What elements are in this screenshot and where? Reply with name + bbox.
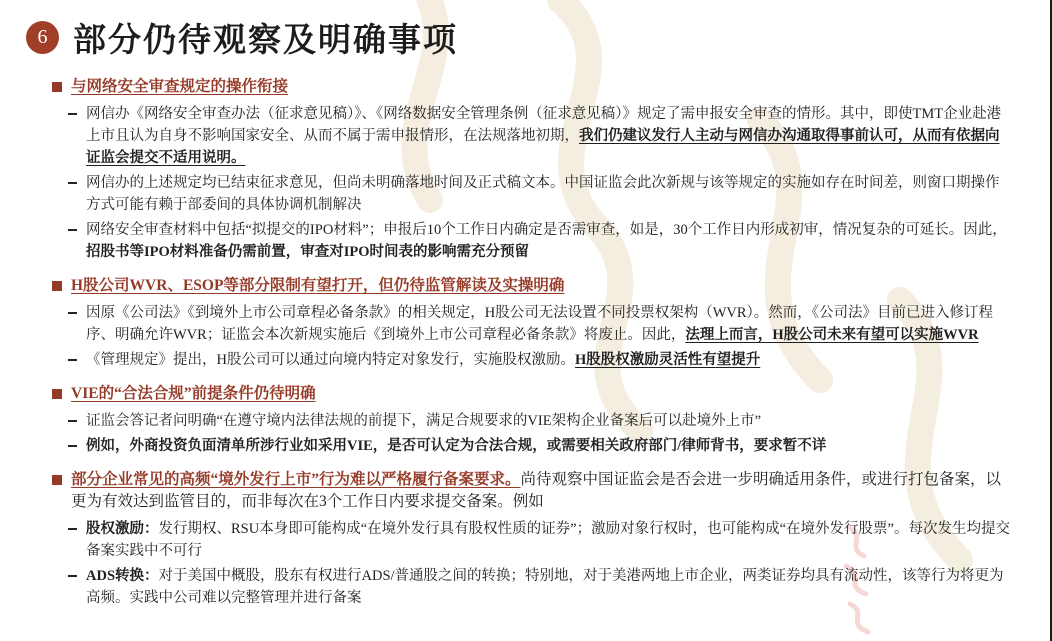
sections [0,61,1050,609]
section-header-text [71,383,316,405]
section-header-text [71,469,1012,513]
dash-icon [68,359,77,361]
text-segment: 《管理规定》提出，H股公司可以通过向境内特定对象发行，实施股权激励。 [86,352,575,368]
text-segment: ADS转换： [86,568,159,584]
text-segment: 股权激励： [86,521,159,537]
dash-icon [68,113,77,115]
text-segment: VIE的“合法合规”前提条件仍待明确 [71,385,316,402]
badge-number: 6 [37,26,48,48]
dash-icon [68,528,77,530]
section [52,383,1012,457]
text-segment: 与网络安全审查规定的操作衔接 [71,78,289,95]
bullet-text [86,349,760,371]
section-header-text [71,275,564,297]
bullet-item [68,518,1012,562]
bullet-item [68,172,1012,216]
dash-icon [68,182,77,184]
text-segment: 证监会答记者问明确“在遵守境内法律法规的前提下，满足合规要求的VIE架构企业备案后可以赴境外上市” [86,413,762,429]
dash-icon [68,420,77,422]
bullet-item [68,435,1012,457]
text-segment: 我们仍建议发行人主动与网信办沟通取得事前认可，从而有依据向证监会提交不适用说明。 [86,128,1000,166]
bullet-item [68,349,1012,371]
text-segment: 例如，外商投资负面清单所涉行业如采用VIE，是否可认定为合法合规，或需要相关政府部门/律师背书，要求暂不详 [86,438,827,454]
dash-icon [68,312,77,314]
text-segment: 发行期权、RSU本身即可能构成“在境外发行具有股权性质的证券”；激励对象行权时，也可能构成“在境外发行股票”。每次发生均提交备案实践中不可行 [86,521,1010,559]
section-number-badge [26,21,59,54]
bullet-item [68,302,1012,346]
section-header [52,76,1012,98]
bullet-square-icon [52,389,62,399]
bullet-item [68,103,1012,169]
text-segment: 因原《公司法》《到境外上市公司章程必备条款》的相关规定，H股公司无法设置不同投票权架构（WVR）。然而，《公司法》目前已进入修订程序、明确允许WVR；证监会本次新规实施后《到境外上市公司章程必备条款》将废止。因此， [86,305,994,343]
bullet-square-icon [52,475,62,485]
section-header [52,275,1012,297]
bullet-item [68,410,1012,432]
bullet-text [86,565,1012,609]
section [52,469,1012,609]
text-segment: 网信办的上述规定均已结束征求意见，但尚未明确落地时间及正式稿文本。中国证监会此次新规与该等规定的实施如存在时间差，则窗口期操作方式可能有赖于部委间的具体协调机制解决 [86,175,1000,213]
text-segment: H股公司WVR、ESOP等部分限制有望打开，但仍待监管解读及实操明确 [71,277,565,294]
bullet-text [86,518,1012,562]
bullet-text [86,172,1012,216]
bullet-text [86,435,826,457]
text-segment: 对于美国中概股，股东有权进行ADS/普通股之间的转换；特别地，对于美港两地上市企业，两类证券均具有流动性，该等行为将更为高频。实践中公司难以完整管理并进行备案 [86,568,1004,606]
bullet-text [86,219,1012,263]
bullet-text [86,410,761,432]
dash-icon [68,445,77,447]
section-header [52,383,1012,405]
section-header [52,469,1012,513]
bullet-text [86,103,1012,169]
bullet-text [86,302,1012,346]
section [52,275,1012,371]
bullet-item [68,565,1012,609]
section [52,76,1012,263]
bullet-square-icon [52,82,62,92]
bullet-item [68,219,1012,263]
page-title: 部分仍待观察及明确事项 [73,23,458,59]
text-segment: 网信办《网络安全审查办法（征求意见稿）》、《网络数据安全管理条例（征求意见稿）》规定了需申报安全审查的情形。其中，即使TMT企业赴港上市且认为自身不影响国家安全、从而不属于需申报情形，在法规落地初期， [86,106,1002,144]
text-segment: H股股权激励灵活性有望提升 [574,352,761,368]
text-segment: 尚待观察中国证监会是否会进一步明确适用条件，或进行打包备案，以更为有效达到监管目的，而非每次在3个工作日内要求提交备案。例如 [71,471,1002,510]
bullet-square-icon [52,281,62,291]
dash-icon [68,575,77,577]
title-row [0,0,1050,61]
dash-icon [68,229,77,231]
section-header-text [71,76,288,98]
text-segment: 部分企业常见的高频“境外发行上市”行为难以严格履行备案要求。 [71,471,521,488]
text-segment: 招股书等IPO材料准备仍需前置，审查对IPO时间表的影响需充分预留 [86,244,530,260]
text-segment: 法理上而言，H股公司未来有望可以实施WVR [685,327,979,343]
text-segment: 网络安全审查材料中包括“拟提交的IPO材料”；申报后10个工作日内确定是否需审查，如是，30个工作日内形成初审，情况复杂的可延长。因此， [86,222,1007,238]
